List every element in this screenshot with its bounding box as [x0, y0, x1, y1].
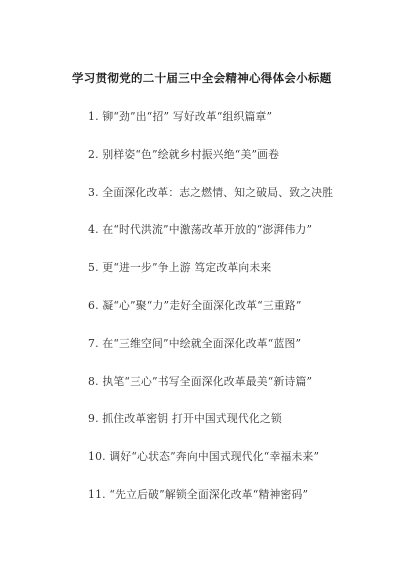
list-item-6: 6. 凝“心”聚“力”走好全面深化改革“三重路”	[88, 298, 302, 312]
list-item-11: 11. “先立后破”解锁全面深化改革“精神密码”	[88, 487, 309, 501]
list-item-8: 8. 执笔“三心”书写全面深化改革最美“新诗篇”	[88, 374, 313, 388]
list-item-5: 5. 更“进一步”争上游 笃定改革向未来	[88, 261, 272, 275]
list-item-10: 10. 调好“心状态”奔向中国式现代化“幸福未来”	[88, 450, 320, 464]
list-item-1: 1. 铆“劲”出“招” 写好改革“组织篇章”	[88, 110, 273, 123]
subtitle-list	[88, 110, 388, 526]
list-item-2: 2. 别样姿“色”绘就乡村振兴绝“美”画卷	[88, 147, 280, 161]
document-title: 学习贯彻党的二十届三中全会精神心得体会小标题	[72, 71, 332, 85]
list-item-4: 4. 在“时代洪流”中激荡改革开放的“澎湃伟力”	[88, 223, 313, 237]
list-item-3: 3. 全面深化改革：志之燃情、知之破局、致之决胜	[88, 185, 334, 199]
list-item-7: 7. 在“三维空间”中绘就全面深化改革“蓝图”	[88, 336, 302, 350]
list-item-9: 9. 抓住改革密钥 打开中国式现代化之锁	[88, 412, 282, 426]
